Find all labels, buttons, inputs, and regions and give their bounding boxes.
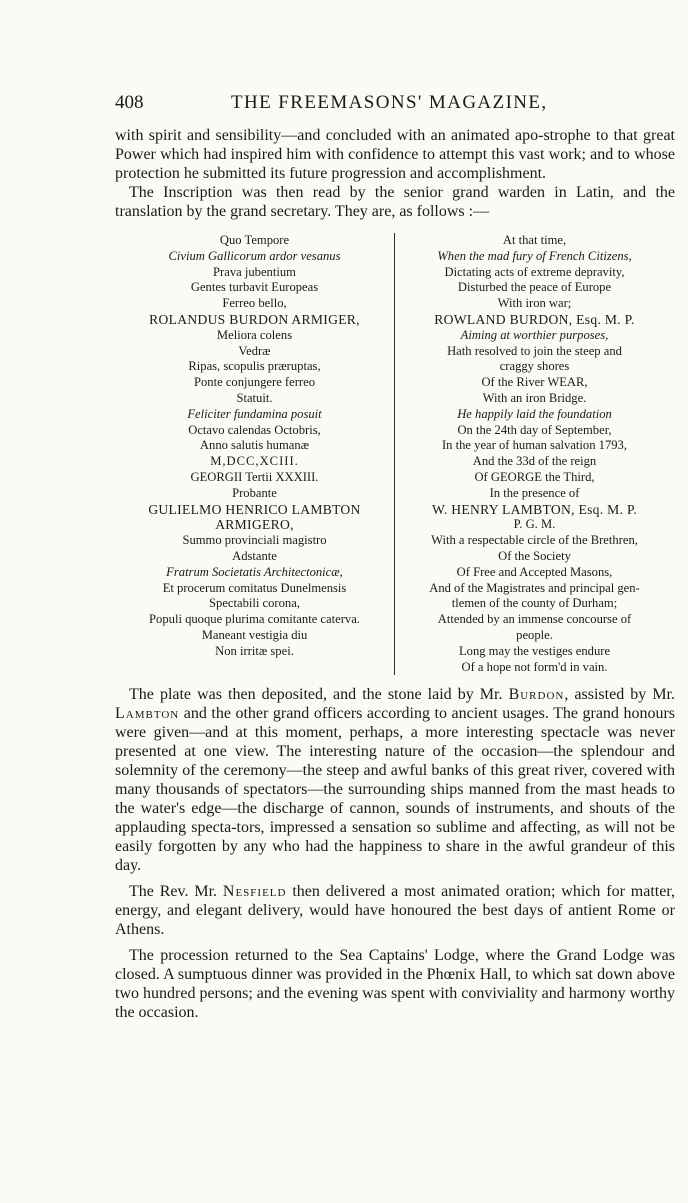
- oration-text-a: The Rev. Mr.: [129, 883, 218, 901]
- english-line: Of Free and Accepted Masons,: [456, 564, 613, 579]
- latin-line: Et procerum comitatus Dunelmensis: [162, 580, 347, 595]
- english-line: Hath resolved to join the steep and: [447, 343, 622, 358]
- latin-line: Feliciter fundamina posuit: [187, 406, 322, 421]
- english-line: At that time,: [502, 233, 567, 247]
- page-number: 408: [115, 92, 144, 113]
- latin-line: ROLANDUS BURDON ARMIGER,: [149, 311, 360, 327]
- intro-paragraph-2: The Inscription was then read by the senior grand warden in Latin, and the translation by the grand secretary. They are, as follows :—: [115, 184, 675, 220]
- english-line: tlemen of the county of Durham;: [451, 596, 618, 611]
- english-line: W. HENRY LAMBTON, Esq. M. P.: [431, 501, 638, 517]
- english-line: Aiming at worthier purposes,: [460, 327, 609, 342]
- page: [115, 92, 675, 1022]
- english-line: On the 24th day of September,: [457, 422, 612, 437]
- name-nesfield: Nesfield: [222, 883, 287, 901]
- english-line: Long may the vestiges endure: [458, 643, 611, 658]
- latin-line: Summo provinciali magistro: [182, 533, 327, 548]
- english-line: And of the Magistrates and principal gen-: [429, 580, 640, 595]
- oration-paragraph: [115, 882, 675, 939]
- english-line: P. G. M.: [513, 517, 556, 532]
- latin-line: Ponte conjungere ferreo: [194, 375, 315, 390]
- english-line: And the 33d of the reign: [472, 454, 597, 469]
- name-burdon: Burdon: [508, 686, 565, 704]
- english-line: In the presence of: [489, 485, 580, 500]
- latin-line: Statuit.: [236, 390, 273, 405]
- english-line: Attended by an immense concourse of: [437, 612, 632, 627]
- english-line: With iron war;: [497, 296, 572, 311]
- latin-line: Fratrum Societatis Architectonicæ,: [166, 564, 343, 579]
- english-line: In the year of human salvation 1793,: [441, 438, 627, 453]
- latin-line: Vedræ: [238, 343, 271, 358]
- inscription-english-column: [394, 233, 674, 675]
- latin-line: Non irritæ spei.: [215, 643, 294, 658]
- page-header: [115, 92, 675, 126]
- intro-paragraph-1: with spirit and sensibility—and concluded with an animated apo-strophe to that great Power which had inspired him with confidence to attempt this vast work; and to whose protection he submitted its future progression and accomplishment.: [115, 127, 675, 182]
- latin-line: GULIELMO HENRICO LAMBTON: [148, 501, 361, 517]
- ceremony-text-a: The plate was then deposited, and the stone laid by Mr.: [129, 686, 503, 704]
- english-line: Of the River WEAR,: [481, 375, 588, 390]
- latin-line: Civium Gallicorum ardor vesanus: [168, 248, 341, 263]
- latin-line: Spectabili corona,: [209, 596, 300, 611]
- latin-line: Octavo calendas Octobris,: [188, 422, 321, 437]
- english-line: people.: [516, 627, 553, 642]
- ceremony-text-c: and the other grand officers according to ancient usages. The grand honours were given—and at this moment, perhaps, a more interesting spectacle was never presented at one view. The interesting nature of the occasion—the splendour and solemnity of the ceremony—the steep and awful banks of this great river, covered with many thousands of spectators—the surrounding ships manned from the mast heads to the water's edge—the discharge of cannon, sounds of instruments, and shouts of the applauding specta-tors, impressed a sensation so sublime and affecting, as will not be easily forgotten by any who had the happiness to share in the awful grandeur of this day.: [115, 705, 676, 875]
- ceremony-paragraph: [115, 685, 675, 875]
- latin-line: Gentes turbavit Europeas: [190, 280, 319, 295]
- latin-line: M,DCC,XCIII.: [210, 454, 299, 469]
- english-line: craggy shores: [499, 359, 570, 374]
- inscription: [115, 233, 675, 675]
- english-line: Of a hope not form'd in vain.: [461, 659, 608, 674]
- latin-line: Prava jubentium: [213, 264, 296, 279]
- running-head: THE FREEMASONS' MAGAZINE,: [231, 92, 548, 113]
- english-line: When the mad fury of French Citizens,: [437, 248, 632, 263]
- latin-line: Populi quoque plurima comitante caterva.: [149, 612, 360, 627]
- english-line: With an iron Bridge.: [482, 390, 587, 405]
- english-line: Disturbed the peace of Europe: [457, 280, 612, 295]
- latin-line: Meliora colens: [216, 327, 293, 342]
- latin-line: Quo Tempore: [219, 233, 290, 247]
- english-line: Dictating acts of extreme depravity,: [444, 264, 625, 279]
- latin-line: Maneant vestigia diu: [201, 627, 308, 642]
- ceremony-text-b: , assisted by Mr.: [564, 686, 676, 704]
- english-line: Of GEORGE the Third,: [474, 469, 595, 484]
- procession-paragraph: The procession returned to the Sea Captains' Lodge, where the Grand Lodge was closed. A sumptuous dinner was provided in the Phœnix Hall, to which sat down above two hundred persons; and the evening was spent with conviviality and harmony worthy the occasion.: [115, 947, 675, 1022]
- latin-line: Probante: [232, 485, 277, 500]
- inscription-latin-column: [115, 233, 394, 675]
- english-line: He happily laid the foundation: [457, 406, 612, 421]
- latin-line: GEORGII Tertii XXXIII.: [190, 469, 319, 484]
- english-line: With a respectable circle of the Brethren,: [431, 533, 638, 548]
- latin-line: Anno salutis humanæ: [199, 438, 310, 453]
- oration-text-b: then delivered a most animated oration; which for matter, energy, and elegant delivery, would have honoured the best days of antient Rome or Athens.: [115, 883, 676, 939]
- english-line: ROWLAND BURDON, Esq. M. P.: [434, 311, 635, 327]
- latin-line: Ripas, scopulis præruptas,: [188, 359, 321, 374]
- name-lambton: Lambton: [115, 705, 180, 723]
- latin-line: Adstante: [232, 548, 277, 563]
- english-line: Of the Society: [498, 548, 571, 563]
- latin-line: ARMIGERO,: [215, 517, 294, 533]
- latin-line: Ferreo bello,: [222, 296, 287, 311]
